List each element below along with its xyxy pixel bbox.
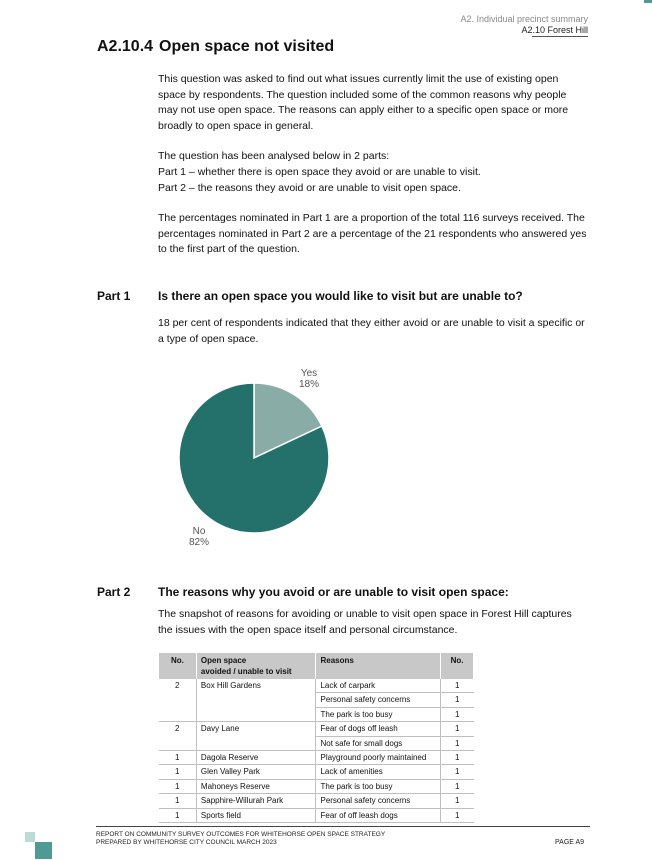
row-no: 1 [159,808,197,822]
row-no: 2 [174,681,180,690]
table-row [159,707,474,721]
row-count: 1 [441,722,474,736]
footer-rule [96,826,590,827]
row-no: 1 [159,794,197,808]
pie-label-no-value: 82% [188,537,209,548]
row-no: 1 [159,779,197,793]
table-row [159,779,474,793]
header-category: A2. Individual precinct summary [460,14,588,24]
row-count: 1 [441,679,474,693]
row-reason: Not safe for small dogs [316,736,441,750]
part2-paragraph [158,607,588,638]
row-reason: Lack of carpark [316,679,441,693]
row-reason: Personal safety concerns [316,693,441,707]
part2-label: Part 2 [97,585,131,599]
row-no [159,693,197,707]
pie-chart [170,366,340,552]
header-reasons: Reasons [316,653,441,679]
table-row [159,808,474,822]
row-count: 1 [441,808,474,822]
row-open-space [196,707,316,721]
part1-paragraph [158,316,588,347]
intro-paragraph [158,72,588,134]
row-no: 1 [159,765,197,779]
header-count: No. [441,653,474,679]
corner-accent-mark [644,0,652,3]
logo-square-light [25,832,35,842]
pie-label-no-name: No [192,526,206,537]
table-row [159,765,474,779]
pie-label-yes [294,368,324,390]
footer-line1: REPORT ON COMMUNITY SURVEY OUTCOMES FOR WHITEHORSE OPEN SPACE STRATEGY [96,831,386,838]
row-reason: Fear of dogs off leash [316,722,441,736]
table-row [159,722,474,736]
footer-line2: PREPARED BY WHITEHORSE CITY COUNCIL MARCH 2023 [96,839,277,846]
reasons-table [158,653,474,823]
row-no [159,736,197,750]
row-open-space: Sapphire-Willurah Park [196,794,316,808]
header-open-space-line2: avoided / unable to visit [200,667,292,676]
analysis-part1: Part 1 – whether there is open space they avoid or are unable to visit. [158,165,481,178]
analysis-part2: Part 2 – the reasons they avoid or are unable to visit open space. [158,182,461,194]
row-open-space: Box Hill Gardens [196,679,316,693]
table-row [159,750,474,764]
percent-note [158,211,588,258]
logo-square-dark [35,842,52,859]
row-reason: The park is too busy [316,707,441,721]
row-count: 1 [441,765,474,779]
table-row [159,794,474,808]
row-count: 1 [441,794,474,808]
row-count: 1 [441,750,474,764]
row-open-space: Glen Valley Park [196,765,316,779]
table-body [159,679,474,822]
row-open-space [196,736,316,750]
part2-heading: The reasons why you avoid or are unable to visit open space: [158,585,509,599]
footer-text [96,831,385,847]
row-open-space: Sports field [196,808,316,822]
analysis-paragraph [158,149,588,197]
row-no: 1 [159,750,197,764]
pie-label-yes-value: 18% [298,379,319,390]
header-subtitle: A2.10 Forest Hill [521,25,588,35]
part1-text: 18 per cent of respondents indicated that they either avoid or are unable to visit a specific or a type of open space. [158,317,585,345]
row-no [159,707,197,721]
percent-note-text: The percentages nominated in Part 1 are a proportion of the total 116 surveys received. The percentages nominated in Part 2 are a percentage of the 21 respondents who answered yes to the first part of the question. [158,212,587,255]
row-open-space: Mahoneys Reserve [196,779,316,793]
table-header-row [159,653,474,679]
header-open-space [196,653,316,679]
analysis-lead: The question has been analysed below in 2 parts: [158,150,390,162]
row-reason: Lack of amenities [316,765,441,779]
section-number: A2.10.4 [97,38,154,55]
row-reason: The park is too busy [316,779,441,793]
section-title-text: Open space not visited [159,38,335,55]
row-reason: Fear of off leash dogs [316,808,441,822]
header-rule [532,36,588,37]
header-open-space-line1: Open space [200,656,247,665]
intro-text: This question was asked to find out what issues currently limit the use of existing open space by respondents. The question included some of the common reasons why people may not use open space. The reasons can apply either to a specific open space or more broadly to open space in general. [158,73,569,132]
pie-label-yes-name: Yes [300,368,318,379]
section-title [97,38,334,56]
row-open-space: Davy Lane [196,722,316,736]
table-row [159,736,474,750]
part1-heading: Is there an open space you would like to visit but are unable to? [158,289,523,303]
row-count: 1 [441,736,474,750]
table-row [159,693,474,707]
row-reason: Personal safety concerns [316,794,441,808]
row-count: 1 [441,707,474,721]
row-count: 1 [441,693,474,707]
pie-label-no [184,526,214,548]
row-open-space: Dagola Reserve [196,750,316,764]
pie-chart-svg [170,366,340,552]
page-number: PAGE A9 [555,839,585,846]
table-row [159,679,474,693]
part2-text: The snapshot of reasons for avoiding or unable to visit open space in Forest Hill captures the issues with the open space itself and personal circumstance. [158,608,572,636]
part1-label: Part 1 [97,289,131,303]
row-open-space [196,693,316,707]
row-no: 2 [174,724,180,734]
row-reason: Playground poorly maintained [316,750,441,764]
header-no: No. [159,653,197,679]
row-count: 1 [441,779,474,793]
